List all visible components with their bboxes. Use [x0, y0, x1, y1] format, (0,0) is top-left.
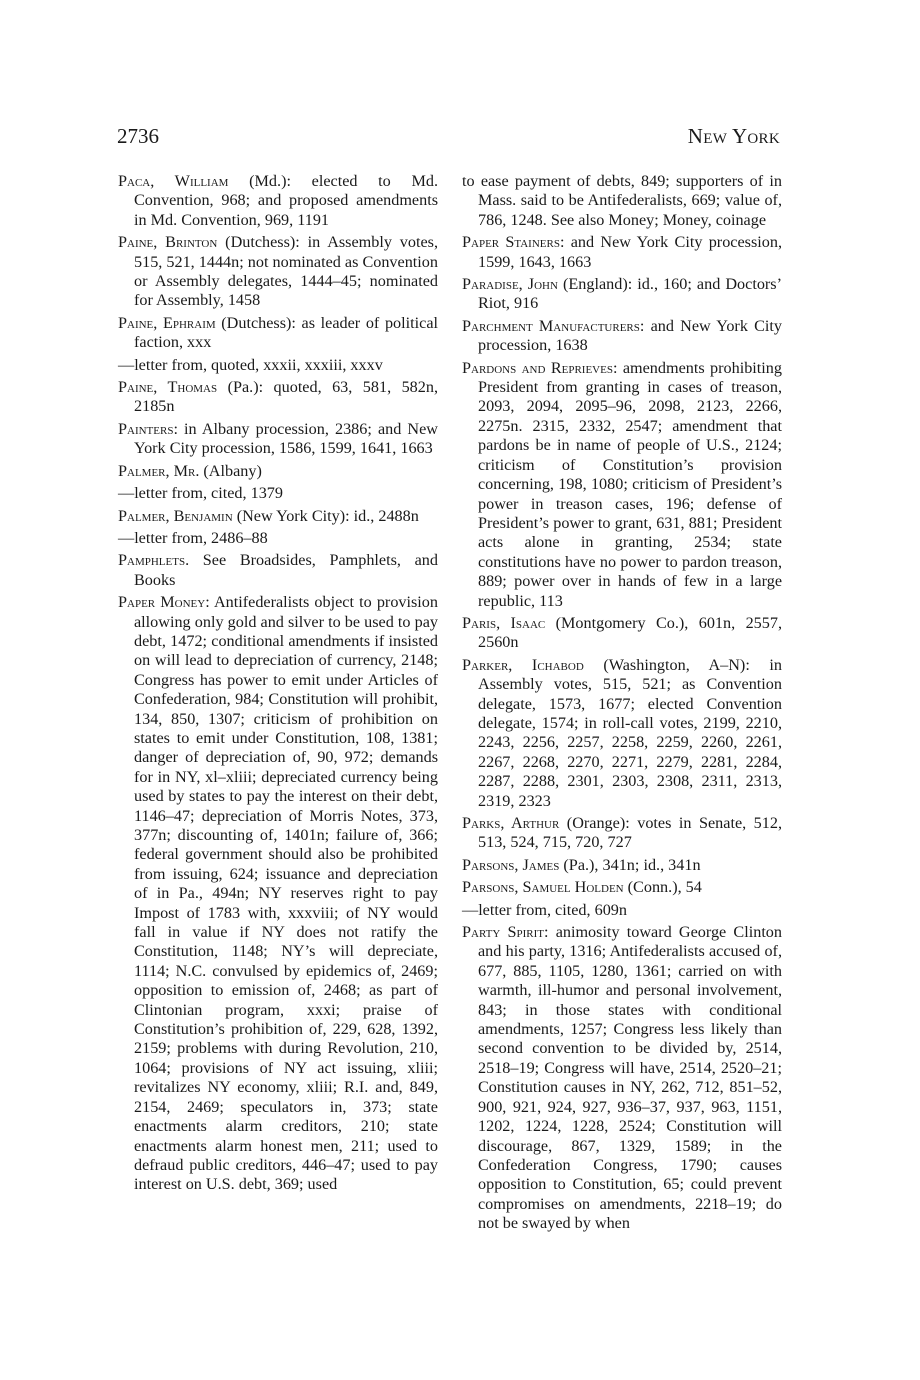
index-column-left: [118, 172, 438, 1198]
index-entry: —letter from, cited, 609n: [462, 900, 627, 919]
index-entry: Parsons, James (Pa.), 341n; id., 341n: [462, 855, 701, 874]
index-entry: Paine, Thomas (Pa.): quoted, 63, 581, 582n, 2185n: [118, 378, 438, 416]
index-entry: Paper Stainers: and New York City procession, 1599, 1643, 1663: [462, 233, 782, 271]
index-entry: Paris, Isaac (Montgomery Co.), 601n, 2557, 2560n: [462, 613, 782, 652]
index-entry: Paine, Ephraim (Dutchess): as leader of political faction, xxx: [118, 313, 439, 352]
index-entry: Party Spirit: animosity toward George Clinton and his party, 1316; Antifederalists accused of, 677, 885, 1105, 1280, 1361; carried on with warmth, ill-humor and personal involvement, 843; in those states with conditional amendments, 1257; Congress less likely than second convention to be divided by, 2514, 2518–19; Congress will have, 2514, 2520–21; Constitution causes in NY, 262, 712, 851–52, 900, 921, 924, 927, 936–37, 937, 963, 1151, 1202, 1224, 1228, 2524; Constitution will discourage, 867, 1329, 1589; in the Confederation Congress, 1790; causes opposition to Constitution, 65; could prevent compromises on amendments, 2218–19; do not be swayed by when: [462, 923, 782, 1233]
index-entry: Palmer, Benjamin (New York City): id., 2488n: [118, 506, 419, 525]
index-entry: Paine, Brinton (Dutchess): in Assembly votes, 515, 521, 1444n; not nominated as Convention or Assembly delegates, 1444–45; nominated for Assembly, 1458: [118, 233, 439, 310]
index-column-right: [462, 172, 782, 1237]
page-number: 2736: [117, 124, 159, 148]
index-entry: Paradise, John (England): id., 160; and Doctors’ Riot, 916: [462, 275, 783, 313]
index-entry: Parks, Arthur (Orange): votes in Senate, 512, 513, 524, 715, 720, 727: [462, 814, 782, 852]
running-head: New York: [687, 124, 780, 148]
index-entry: Pardons and Reprieves: amendments prohibiting President from granting in cases of treason, 2093, 2094, 2095–96, 2098, 2123, 2266, 2275n. 2315, 2332, 2547; amendment that pardons be in name of people of U.S., 2124; criticism of Constitution’s provision concerning, 198, 1080; criticism of President’s power in treason cases, 196; defense of President’s power to grant, 631, 881; President acts alone in granting, 2534; state constitutions have no power to pardon treason, 889; power over in hands of few in a large republic, 113: [462, 358, 782, 610]
index-entry: to ease payment of debts, 849; supporters of in Mass. said to be Antifederalists, 669; value of, 786, 1248. See also Money; Money, coinage: [462, 172, 782, 229]
index-entry: Parchment Manufacturers: and New York City procession, 1638: [462, 316, 782, 355]
index-entry: —letter from, quoted, xxxii, xxxiii, xxxv: [118, 355, 383, 374]
index-entry: —letter from, cited, 1379: [118, 484, 283, 503]
index-entry: Painters: in Albany procession, 2386; and New York City procession, 1586, 1599, 1641, 1663: [118, 419, 438, 458]
index-entry: Palmer, Mr. (Albany): [118, 461, 262, 480]
index-entry: —letter from, 2486–88: [118, 528, 268, 547]
index-entry: Parsons, Samuel Holden (Conn.), 54: [462, 878, 702, 897]
index-entry: Parker, Ichabod (Washington, A–N): in Assembly votes, 515, 521; as Convention delegate, 1573, 1677; elected Convention delegate, 1574; in roll-call votes, 2199, 2210, 2243, 2256, 2257, 2258, 2259, 2260, 2261, 2267, 2268, 2270, 2271, 2279, 2281, 2284, 2287, 2288, 2301, 2303, 2308, 2311, 2313, 2319, 2323: [462, 655, 783, 810]
index-entry: Pamphlets. See Broadsides, Pamphlets, and Books: [118, 551, 438, 589]
index-entry: Paca, William (Md.): elected to Md. Convention, 968; and proposed amendments in Md. Convention, 969, 1191: [118, 172, 439, 229]
index-entry: Paper Money: Antifederalists object to provision allowing only gold and silver to be used to pay debt, 1472; conditional amendments if insisted on will lead to depreciation of currency, 2148; Congress has power to emit under Articles of Confederation, 984; Constitution will prohibit, 134, 850, 1307; criticism of prohibition on states to emit under Constitution, 108, 1381; danger of depreciation of, 90, 972; demands for in NY, xl–xliii; depreciated currency being used by states to pay the interest on their debt, 1146–47; depreciation of Morris Notes, 373, 377n; discounting of, 1401n; failure of, 366; federal government should also be prohibited from issuing, 624; issuance and depreciation of in Pa., 494n; NY reserves right to pay Impost of 1783 with, xxxviii; of NY would fall in value if NY does not ratify the Constitution, 1148; NY’s will depreciate, 1114; N.C. convulsed by epidemics of, 2469; opposition to emission of, 2468; as part of Clintonian program, xxxi; praise of Constitution’s prohibition of, 229, 628, 1392, 2159; problems with during Revolution, 210, 1064; provisions of NY act issuing, xliii; revitalizes NY economy, xliii; R.I. and, 849, 2154, 2469; speculators in, 373; state enactments alarm creditors, 210; state enactments alarm honest men, 211; used to defraud public creditors, 446–47; used to pay interest on U.S. debt, 369; used: [118, 593, 438, 1194]
